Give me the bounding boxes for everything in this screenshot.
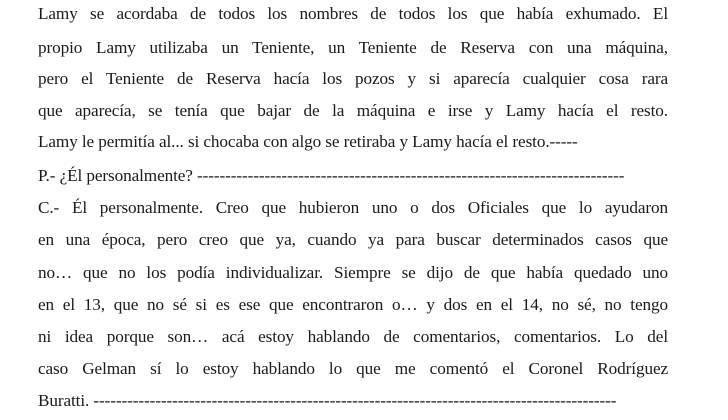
document-line: no… que no los podía individualizar. Siempre se dijo de que había quedado uno — [38, 263, 668, 282]
document-line: Buratti. --------------------------------------------------------------------------------------------- — [38, 391, 617, 410]
document-line: Lamy se acordaba de todos los nombres de todos los que había exhumado. El — [38, 4, 668, 23]
document-line: Lamy le permitía al... si chocaba con algo se retiraba y Lamy hacía el resto.----- — [38, 132, 578, 151]
document-line: que aparecía, se tenía que bajar de la máquina e irse y Lamy hacía el resto. — [38, 101, 668, 120]
document-line: propio Lamy utilizaba un Teniente, un Teniente de Reserva con una máquina, — [38, 38, 668, 57]
document-line: pero el Teniente de Reserva hacía los pozos y si aparecía cualquier cosa rara — [38, 69, 668, 88]
document-line: ni idea porque son… acá estoy hablando de comentarios, comentarios. Lo del — [38, 327, 668, 346]
document-line: caso Gelman sí lo estoy hablando lo que me comentó el Coronel Rodríguez — [38, 359, 668, 378]
question-line: P.- ¿Él personalmente? ---------------------------------------------------------------------------- — [38, 166, 625, 185]
document-line: en el 13, que no sé si es ese que encontraron o… y dos en el 14, no sé, no tengo — [38, 295, 668, 314]
answer-line: C.- Él personalmente. Creo que hubieron uno o dos Oficiales que lo ayudaron — [38, 198, 668, 217]
document-line: en una época, pero creo que ya, cuando ya para buscar determinados casos que — [38, 230, 668, 249]
